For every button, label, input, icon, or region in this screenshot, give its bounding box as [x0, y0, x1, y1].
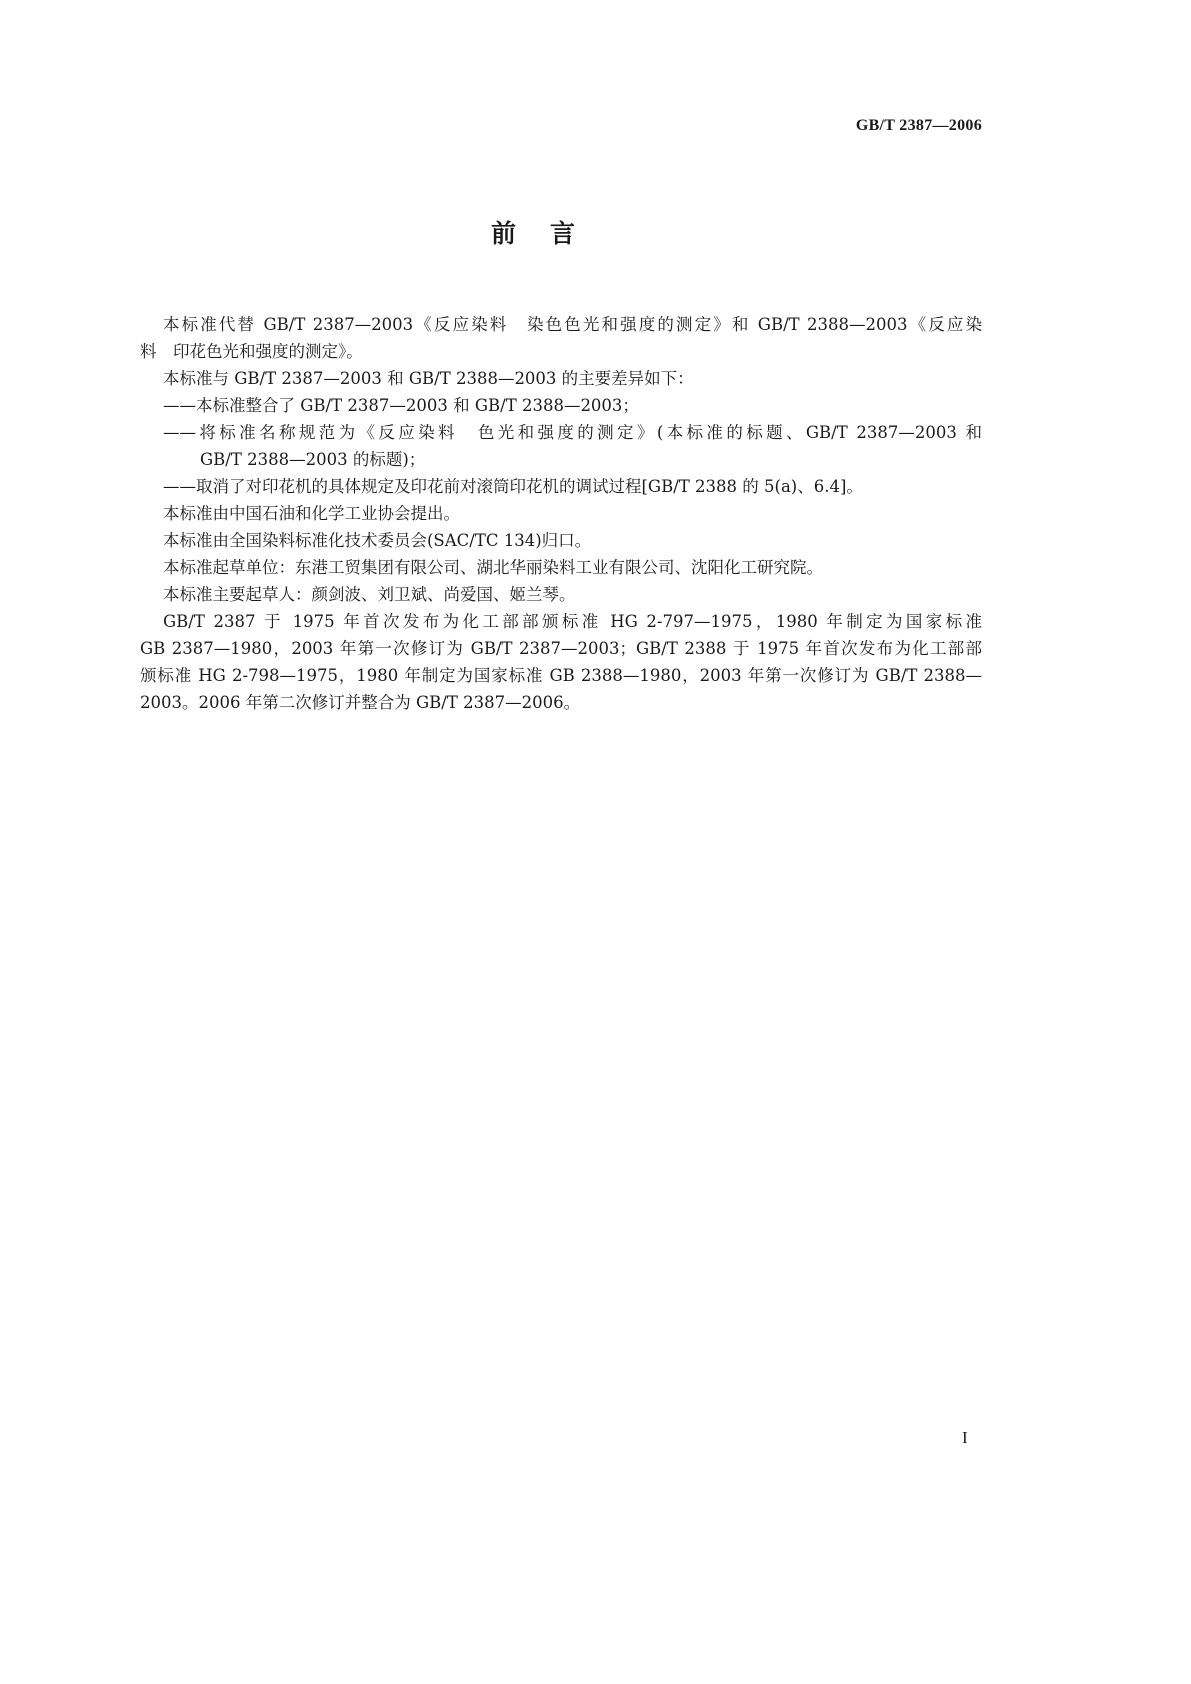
list-item-difference [140, 473, 982, 500]
text-line: ——取消了对印花机的具体规定及印花前对滚筒印花机的调试过程[GB/T 2388 的 5(a)、6.4]。 [163, 477, 863, 496]
text-line: ——将标准名称规范为《反应染料 色光和强度的测定》(本标准的标题、GB/T 2387—2003 和 [163, 423, 982, 442]
text-line: 2003。2006 年第二次修订并整合为 GB/T 2387—2006。 [140, 693, 581, 712]
text-line: GB 2387—1980，2003 年第一次修订为 GB/T 2387—2003；GB/T 2388 于 1975 年首次发布为化工部部 [140, 639, 982, 658]
paragraph-replacement [140, 311, 982, 365]
text-line: ——本标准整合了 GB/T 2387—2003 和 GB/T 2388—2003； [163, 396, 639, 415]
text-line: GB/T 2388—2003 的标题)； [200, 450, 426, 469]
text-line: 颁标准 HG 2-798—1975，1980 年制定为国家标准 GB 2388—1980，2003 年第一次修订为 GB/T 2388— [140, 666, 982, 685]
page-title: 前言 [490, 219, 609, 248]
list-item-difference [140, 419, 982, 473]
paragraph-proposer [140, 500, 982, 527]
paragraph-drafters [140, 581, 982, 608]
list-item-difference [140, 392, 982, 419]
paragraph-differences-intro [140, 365, 982, 392]
page-number: I [962, 1428, 968, 1447]
text-line: 本标准由中国石油和化学工业协会提出。 [163, 504, 460, 523]
text-line: 本标准起草单位：东港工贸集团有限公司、湖北华丽染料工业有限公司、沈阳化工研究院。 [163, 558, 823, 577]
text-line: 本标准与 GB/T 2387—2003 和 GB/T 2388—2003 的主要差异如下： [163, 369, 694, 388]
text-line: 料 印花色光和强度的测定》。 [140, 342, 363, 361]
paragraph-committee [140, 527, 982, 554]
standard-code-header: GB/T 2387—2006 [855, 117, 982, 134]
paragraph-drafting-units [140, 554, 982, 581]
paragraph-history [140, 608, 982, 716]
text-line: 本标准主要起草人：颜剑波、刘卫斌、尚爱国、姬兰琴。 [163, 585, 576, 604]
text-line: GB/T 2387 于 1975 年首次发布为化工部部颁标准 HG 2-797—1975，1980 年制定为国家标准 [163, 612, 982, 631]
text-line: 本标准代替 GB/T 2387—2003《反应染料 染色色光和强度的测定》和 GB/T 2388—2003《反应染 [163, 315, 982, 334]
text-line: 本标准由全国染料标准化技术委员会(SAC/TC 134)归口。 [163, 531, 592, 550]
foreword-body [140, 311, 982, 716]
